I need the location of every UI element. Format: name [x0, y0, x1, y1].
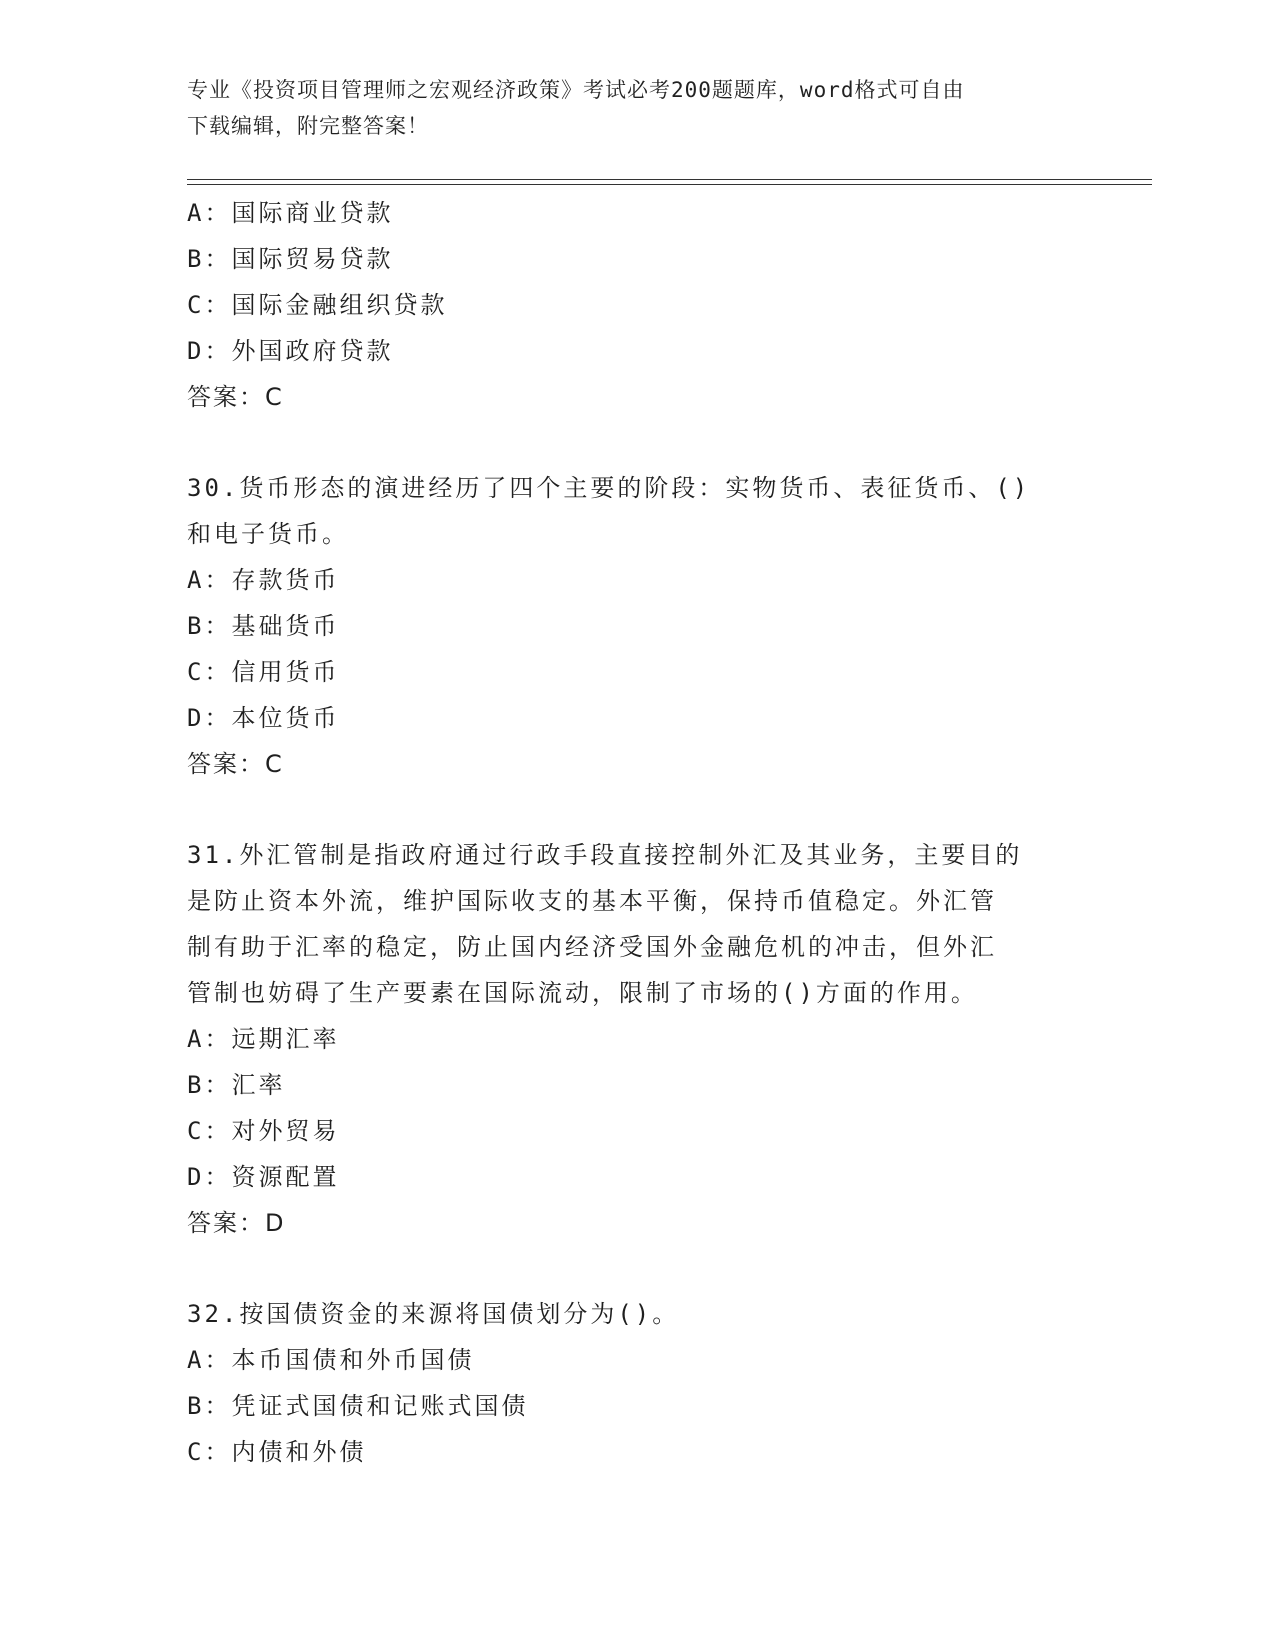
- stem-line: 30.货币形态的演进经历了四个主要的阶段：实物货币、表征货币、(): [187, 474, 1031, 502]
- stem-line: 31.外汇管制是指政府通过行政手段直接控制外汇及其业务，主要目的: [187, 841, 1023, 869]
- option-b: B：国际贸易贷款: [187, 245, 394, 273]
- question-30: [187, 465, 1067, 787]
- answer-line: 答案：C: [187, 383, 284, 411]
- spacer: [187, 420, 1067, 465]
- stem-line: 和电子货币。: [187, 520, 349, 548]
- stem-line: 管制也妨碍了生产要素在国际流动，限制了市场的()方面的作用。: [187, 979, 978, 1007]
- question-29: [187, 190, 1067, 420]
- spacer: [187, 787, 1067, 832]
- question-32: [187, 1291, 1067, 1475]
- stem-line: 是防止资本外流，维护国际收支的基本平衡，保持币值稳定。外汇管: [187, 887, 997, 915]
- option-c: C：国际金融组织贷款: [187, 291, 448, 319]
- question-stem: [187, 832, 1067, 1016]
- header-divider: [187, 179, 1152, 185]
- option-d: D：资源配置: [187, 1163, 340, 1191]
- header-line-1: 专业《投资项目管理师之宏观经济政策》考试必考200题题库，word格式可自由: [187, 78, 965, 102]
- option-a: A：存款货币: [187, 566, 340, 594]
- option-c: C：信用货币: [187, 658, 340, 686]
- document-header: [187, 72, 1067, 144]
- option-a: A：远期汇率: [187, 1025, 340, 1053]
- answer-line: 答案：C: [187, 750, 284, 778]
- option-c: C：内债和外债: [187, 1438, 367, 1466]
- stem-line: 制有助于汇率的稳定，防止国内经济受国外金融危机的冲击，但外汇: [187, 933, 997, 961]
- answer-line: 答案：D: [187, 1209, 286, 1237]
- question-stem: [187, 465, 1067, 557]
- option-a: A：国际商业贷款: [187, 199, 394, 227]
- option-b: B：汇率: [187, 1071, 286, 1099]
- question-31: [187, 832, 1067, 1246]
- option-d: D：本位货币: [187, 704, 340, 732]
- option-b: B：凭证式国债和记账式国债: [187, 1392, 529, 1420]
- question-list: [187, 190, 1067, 1475]
- option-b: B：基础货币: [187, 612, 340, 640]
- header-line-2: 下载编辑，附完整答案！: [187, 114, 429, 138]
- option-c: C：对外贸易: [187, 1117, 340, 1145]
- option-d: D：外国政府贷款: [187, 337, 394, 365]
- spacer: [187, 1246, 1067, 1291]
- stem-line: 32.按国债资金的来源将国债划分为()。: [187, 1300, 680, 1328]
- option-a: A：本币国债和外币国债: [187, 1346, 475, 1374]
- question-stem: [187, 1291, 1067, 1337]
